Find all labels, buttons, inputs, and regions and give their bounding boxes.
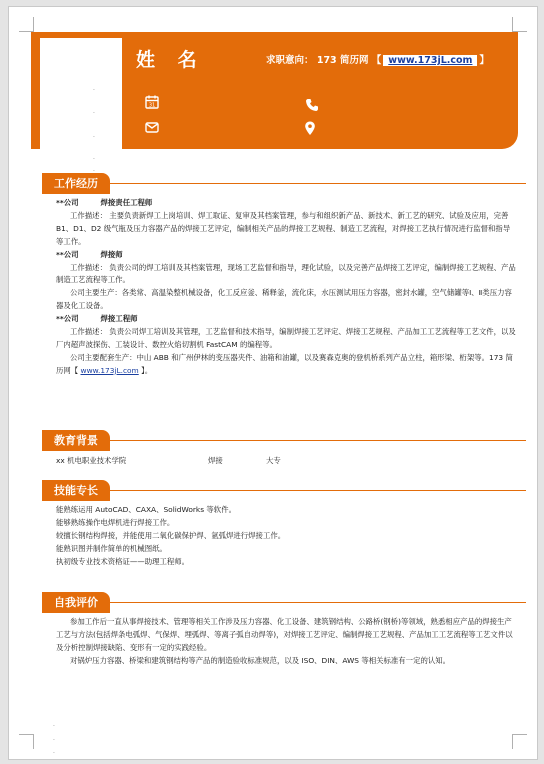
- paragraph-mark: .: [93, 166, 95, 173]
- section-title: 教育背景: [42, 430, 110, 451]
- crop-mark: [19, 17, 34, 32]
- section-work: [42, 173, 526, 427]
- job-description: 工作描述： 主要负责新焊工上岗培训、焊工取证、复审及其档案管理，参与和组织新产品、新技术、新工艺的研究、试验及应用，完善 B1、D1、D2 级气瓶及压力容器产品的焊接工艺评定，编制相关产品的焊接工艺规程、制造工艺流程，对焊接工艺执行情况进行监督和指导等工作。: [56, 210, 511, 246]
- degree: 大专: [266, 456, 281, 465]
- education-row: [56, 455, 516, 468]
- section-skills: [42, 480, 526, 585]
- applicant-name: 姓 名: [136, 49, 205, 71]
- calendar-icon: [144, 94, 160, 110]
- company-name: **公司: [56, 249, 79, 259]
- link-tail: 】。: [138, 365, 153, 375]
- job-position: 焊接责任工程师: [100, 198, 153, 207]
- site-link-box: [383, 55, 477, 66]
- crop-mark: [19, 734, 34, 749]
- resume-page: [8, 6, 538, 760]
- paragraph-mark: .: [93, 85, 95, 92]
- paragraph-mark: .: [53, 735, 55, 742]
- section-title: 技能专长: [42, 480, 110, 501]
- job-description-text: 公司主要配套生产：中山 ABB 和广州伊林的变压器夹件、油箱和油罐，以及赛森克奥的登机桥系列产品立柱，箱形梁、桁架等。173 简历网【: [56, 352, 513, 375]
- section-rule: [42, 183, 526, 184]
- job-description: 工作描述： 负责公司焊工培训及其管理，工艺监督和技术指导，编制焊接工艺评定、焊接工艺规程、产品加工工艺流程等工艺文件，以及厂内超声波探伤、工装设计、数控火焰切割机 FastCAM 的编程等。: [56, 327, 516, 349]
- self-eval-paragraph: 参加工作后一直从事焊接技术、管理等相关工作涉及压力容器、化工设备、建筑钢结构、公路桥(钢桥)等领域，熟悉相应产品的焊接生产工艺与方法(包括焊条电弧焊、气保焊、埋弧焊、等离子弧自动焊等)，对焊接工艺评定、编制焊接工艺规程、产品加工工艺流程等工艺文件以及分析控制焊接缺陷、变形有一定的实践经验。: [56, 617, 513, 652]
- skill-item: 能够熟练操作电焊机进行焊接工作。: [56, 517, 175, 527]
- paragraph-mark: .: [53, 748, 55, 755]
- section-rule: [42, 490, 526, 491]
- school-name: xx 机电职业技术学院: [56, 456, 127, 465]
- major: 焊接: [208, 456, 223, 465]
- skill-item: 能熟练运用 AutoCAD、CAXA、SolidWorks 等软件。: [56, 505, 236, 514]
- paragraph-mark: .: [93, 108, 95, 115]
- work-body: [56, 197, 516, 378]
- paragraph-mark: .: [53, 721, 55, 728]
- job-description: 工作描述： 负责公司的焊工培训及其档案管理，现场工艺监督和指导，理化试验，以及完善产品焊接工艺评定，编制焊接工艺规程、产品制造工艺流程等工作。: [56, 262, 516, 285]
- phone-icon: [304, 97, 320, 113]
- self-eval-paragraph: 对锅炉压力容器、桥梁和建筑钢结构等产品的制造验收标准规范，以及 ISO、DIN、AWS 等相关标准有一定的认知。: [70, 655, 451, 665]
- company-name: **公司: [56, 198, 79, 207]
- bracket-close: 】: [479, 55, 489, 66]
- skill-item: 较擅长钢结构焊接，并能使用二氧化碳保护焊、氩弧焊进行焊接工作。: [56, 530, 286, 540]
- resume-header: [31, 32, 518, 149]
- job-header: [56, 249, 516, 262]
- mail-icon: [144, 119, 160, 135]
- job-description: [56, 352, 516, 378]
- job-description: 公司主要生产：各类常、高温染整机械设备，化工反应釜、稀释釜，流化床，水压测试用压力容器，密封水罐，空气储罐等Ⅰ、Ⅱ类压力容器及化工设备。: [56, 288, 512, 311]
- job-position: 焊接师: [100, 249, 123, 259]
- company-name: **公司: [56, 314, 79, 324]
- intent-value: 173 简历网: [316, 55, 369, 66]
- skill-item: 执初级专业技术资格证——助理工程师。: [56, 556, 190, 566]
- photo-placeholder: [40, 38, 122, 149]
- crop-mark: [512, 734, 527, 749]
- section-title: 工作经历: [42, 173, 110, 194]
- svg-text:31: 31: [148, 102, 156, 109]
- paragraph-mark: .: [93, 154, 95, 161]
- job-intent: [266, 52, 489, 66]
- section-self-eval: [42, 592, 526, 712]
- section-title: 自我评价: [42, 592, 110, 613]
- job-position: 焊接工程师: [100, 314, 138, 324]
- job-header: [56, 197, 516, 210]
- intent-label: 求职意向：: [266, 55, 314, 66]
- skill-item: 能熟识图并制作简单的机械图纸。: [56, 543, 167, 553]
- site-link[interactable]: www.173jL.com: [80, 365, 139, 375]
- job-header: [56, 313, 516, 326]
- section-rule: [42, 440, 526, 441]
- self-eval-body: [56, 616, 516, 668]
- bracket-open: 【: [371, 55, 382, 66]
- paragraph-mark: .: [93, 132, 95, 139]
- location-icon: [302, 120, 318, 136]
- site-link[interactable]: www.173jL.com: [388, 55, 473, 66]
- section-education: [42, 430, 526, 474]
- section-rule: [42, 602, 526, 603]
- crop-mark: [512, 17, 527, 32]
- skills-list: [56, 504, 516, 569]
